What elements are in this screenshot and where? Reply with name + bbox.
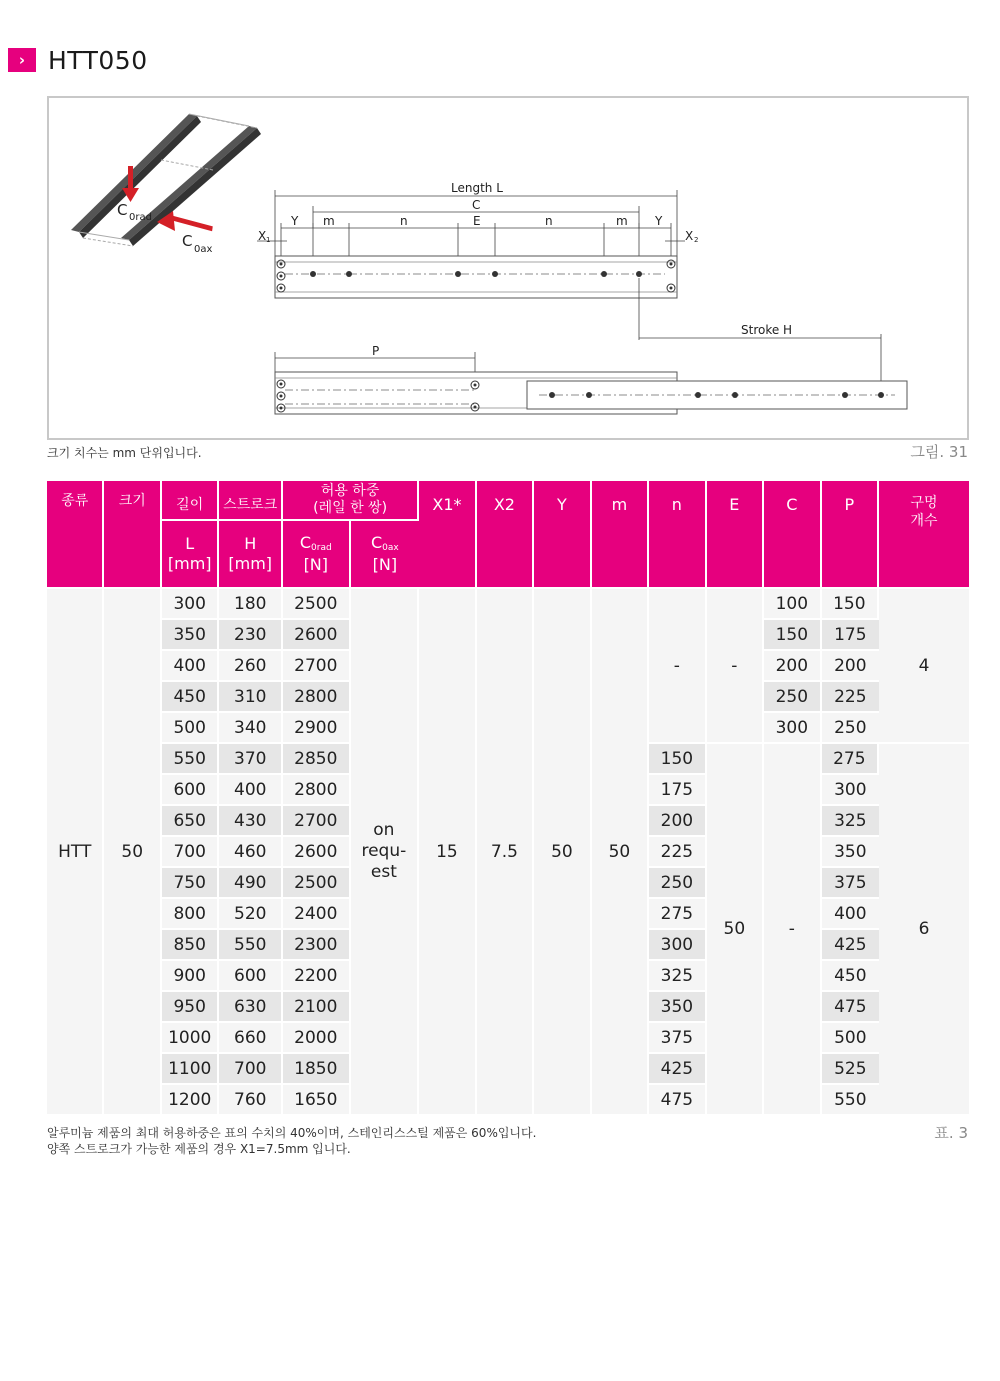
cell-c0rad: 2800 [283, 775, 351, 806]
cell-n: - [649, 589, 706, 744]
c0ax-label: C [182, 232, 193, 250]
technical-drawing [47, 96, 969, 440]
cell-x1: 15 [419, 589, 476, 1116]
cell-length: 600 [162, 775, 219, 806]
section-header [8, 44, 148, 76]
stroke-label: Stroke H [741, 323, 793, 337]
cell-length: 550 [162, 744, 219, 775]
y-left-label: Y [291, 214, 299, 228]
figure-number: 그림. 31 [910, 443, 968, 461]
length-label: Length L [451, 181, 503, 195]
cell-length: 900 [162, 961, 219, 992]
cell-n: 375 [649, 1023, 706, 1054]
rail-extended [275, 372, 907, 414]
th-e: E [707, 481, 764, 589]
cell-p: 225 [822, 682, 879, 713]
cell-c0rad: 2700 [283, 806, 351, 837]
th-x1: X1* [419, 481, 476, 589]
cell-c: 250 [764, 682, 821, 713]
c0ax-subscript: 0ax [194, 244, 213, 255]
th-n: n [649, 481, 706, 589]
spec-table-body [47, 589, 969, 1116]
th-load-title: 허용 하중 [320, 482, 380, 499]
cell-length: 850 [162, 930, 219, 961]
cell-length: 500 [162, 713, 219, 744]
cell-c0ax-line: requ- [361, 841, 407, 861]
cell-c0rad: 2300 [283, 930, 351, 961]
cell-p: 500 [822, 1023, 879, 1054]
cell-stroke: 760 [219, 1085, 283, 1116]
cell-length: 350 [162, 620, 219, 651]
cell-m: 50 [592, 589, 649, 1116]
cell-n: 150 [649, 744, 706, 775]
th-c0ax-symbol: C [371, 533, 383, 553]
cell-c0ax-line: est [370, 862, 397, 882]
m-left-label: m [323, 214, 335, 228]
cell-c: 150 [764, 620, 821, 651]
cell-n: 350 [649, 992, 706, 1023]
footnote-2: 양쪽 스트로크가 가능한 제품의 경우 X1=7.5mm 입니다. [47, 1142, 351, 1156]
cell-e: 50 [707, 744, 764, 1116]
chevron-right-icon: › [8, 48, 36, 72]
cell-stroke: 400 [219, 775, 283, 806]
footnotes [47, 1125, 536, 1157]
cell-p: 550 [822, 1085, 879, 1116]
cell-holes: 6 [879, 744, 969, 1116]
cell-c: 200 [764, 651, 821, 682]
cell-n: 250 [649, 868, 706, 899]
cell-p: 450 [822, 961, 879, 992]
th-load-sub: (레일 한 쌍) [313, 500, 388, 516]
n-right-label: n [545, 214, 553, 228]
spec-table [47, 481, 969, 1116]
cell-stroke: 370 [219, 744, 283, 775]
cell-c0rad: 2500 [283, 868, 351, 899]
cell-c0rad: 2600 [283, 837, 351, 868]
cell-c0rad: 1850 [283, 1054, 351, 1085]
th-c: C [764, 481, 821, 589]
cell-stroke: 260 [219, 651, 283, 682]
cell-size: 50 [104, 589, 161, 1116]
cell-c: 300 [764, 713, 821, 744]
drawing-svg [49, 98, 967, 438]
cell-c0rad: 2100 [283, 992, 351, 1023]
cell-length: 700 [162, 837, 219, 868]
cell-p: 400 [822, 899, 879, 930]
cell-p: 150 [822, 589, 879, 620]
cell-stroke: 490 [219, 868, 283, 899]
th-m: m [592, 481, 649, 589]
cell-holes: 4 [879, 589, 969, 744]
cell-p: 375 [822, 868, 879, 899]
cell-p: 175 [822, 620, 879, 651]
cell-c0rad: 2900 [283, 713, 351, 744]
cell-c0rad: 2600 [283, 620, 351, 651]
cell-c0rad: 2850 [283, 744, 351, 775]
th-holes [879, 481, 969, 589]
cell-p: 425 [822, 930, 879, 961]
th-L-unit: [mm] [167, 554, 212, 573]
c0rad-subscript: 0rad [129, 212, 152, 223]
th-c0ax-subscript: 0ax [382, 543, 399, 554]
cell-n: 225 [649, 837, 706, 868]
cell-c0rad: 2500 [283, 589, 351, 620]
cell-p: 275 [822, 744, 879, 775]
n-left-label: n [400, 214, 408, 228]
th-c0rad [283, 521, 351, 589]
cell-c0ax-line: on [373, 820, 395, 840]
cell-c0rad: 1650 [283, 1085, 351, 1116]
th-type: 종류 [47, 481, 104, 589]
x2-label: X [685, 229, 694, 243]
cell-p: 250 [822, 713, 879, 744]
footnote-1: 알루미늄 제품의 최대 허용하중은 표의 수치의 40%이며, 스테인리스스틸 제품은 60%입니다. [47, 1126, 537, 1140]
cell-n: 175 [649, 775, 706, 806]
c0rad-label: C [117, 201, 128, 219]
th-H [219, 521, 283, 589]
cell-stroke: 340 [219, 713, 283, 744]
m-right-label: m [616, 214, 628, 228]
cell-length: 750 [162, 868, 219, 899]
cell-c0rad: 2200 [283, 961, 351, 992]
th-x2: X2 [477, 481, 534, 589]
cell-length: 650 [162, 806, 219, 837]
cell-length: 1000 [162, 1023, 219, 1054]
th-H-unit: [mm] [228, 554, 273, 573]
cell-p: 350 [822, 837, 879, 868]
y-right-label: Y [655, 214, 663, 228]
x1-label: X [258, 229, 267, 243]
cell-stroke: 630 [219, 992, 283, 1023]
th-p: P [822, 481, 879, 589]
cell-length: 400 [162, 651, 219, 682]
cell-length: 1100 [162, 1054, 219, 1085]
th-L [162, 521, 219, 589]
c-dimension-label: C [472, 198, 481, 212]
cell-c: - [764, 744, 821, 1116]
cell-p: 300 [822, 775, 879, 806]
th-holes-line1: 구멍 [910, 495, 938, 511]
cell-stroke: 600 [219, 961, 283, 992]
cell-n: 300 [649, 930, 706, 961]
cell-length: 1200 [162, 1085, 219, 1116]
cell-stroke: 430 [219, 806, 283, 837]
cell-p: 325 [822, 806, 879, 837]
cell-stroke: 520 [219, 899, 283, 930]
cell-c0rad: 2400 [283, 899, 351, 930]
th-c0rad-unit: [N] [303, 554, 329, 574]
p-label: P [372, 344, 380, 358]
cell-length: 450 [162, 682, 219, 713]
cell-y: 50 [534, 589, 591, 1116]
cell-length: 300 [162, 589, 219, 620]
cell-c0ax [351, 589, 420, 1116]
th-c0rad-symbol: C [299, 533, 312, 553]
cell-n: 475 [649, 1085, 706, 1116]
cell-c: 100 [764, 589, 821, 620]
th-c0rad-subscript: 0rad [311, 543, 332, 554]
th-c0ax [351, 521, 420, 589]
x2-subscript: 2 [694, 236, 699, 244]
cell-n: 200 [649, 806, 706, 837]
cell-c0rad: 2000 [283, 1023, 351, 1054]
cell-stroke: 550 [219, 930, 283, 961]
cell-c0rad: 2700 [283, 651, 351, 682]
th-stroke: 스트로크 [219, 481, 283, 521]
x1-subscript: 1 [266, 236, 271, 244]
cell-stroke: 180 [219, 589, 283, 620]
th-size: 크기 [104, 481, 161, 589]
table-number: 표. 3 [934, 1124, 968, 1142]
cell-length: 950 [162, 992, 219, 1023]
cell-n: 275 [649, 899, 706, 930]
cell-x2: 7.5 [477, 589, 534, 1116]
cell-p: 200 [822, 651, 879, 682]
cell-n: 425 [649, 1054, 706, 1085]
cell-stroke: 230 [219, 620, 283, 651]
table-row [47, 589, 969, 620]
cell-stroke: 700 [219, 1054, 283, 1085]
rail-closed [275, 256, 677, 298]
cell-length: 800 [162, 899, 219, 930]
th-H-symbol: H [244, 534, 257, 553]
cell-p: 475 [822, 992, 879, 1023]
th-holes-line2: 개수 [910, 512, 938, 529]
e-label: E [473, 214, 481, 228]
cell-e: - [707, 589, 764, 744]
th-c0ax-unit: [N] [372, 554, 398, 574]
cell-p: 525 [822, 1054, 879, 1085]
cell-type: HTT [47, 589, 104, 1116]
th-length: 길이 [162, 481, 219, 521]
cell-stroke: 310 [219, 682, 283, 713]
page-title: HTT050 [48, 45, 148, 75]
cell-n: 325 [649, 961, 706, 992]
figure-caption-note: 크기 치수는 mm 단위입니다. [47, 446, 202, 460]
cell-stroke: 460 [219, 837, 283, 868]
cell-c0rad: 2800 [283, 682, 351, 713]
th-allowable-load [283, 481, 419, 521]
th-y: Y [534, 481, 591, 589]
cell-stroke: 660 [219, 1023, 283, 1054]
th-L-symbol: L [185, 534, 195, 553]
